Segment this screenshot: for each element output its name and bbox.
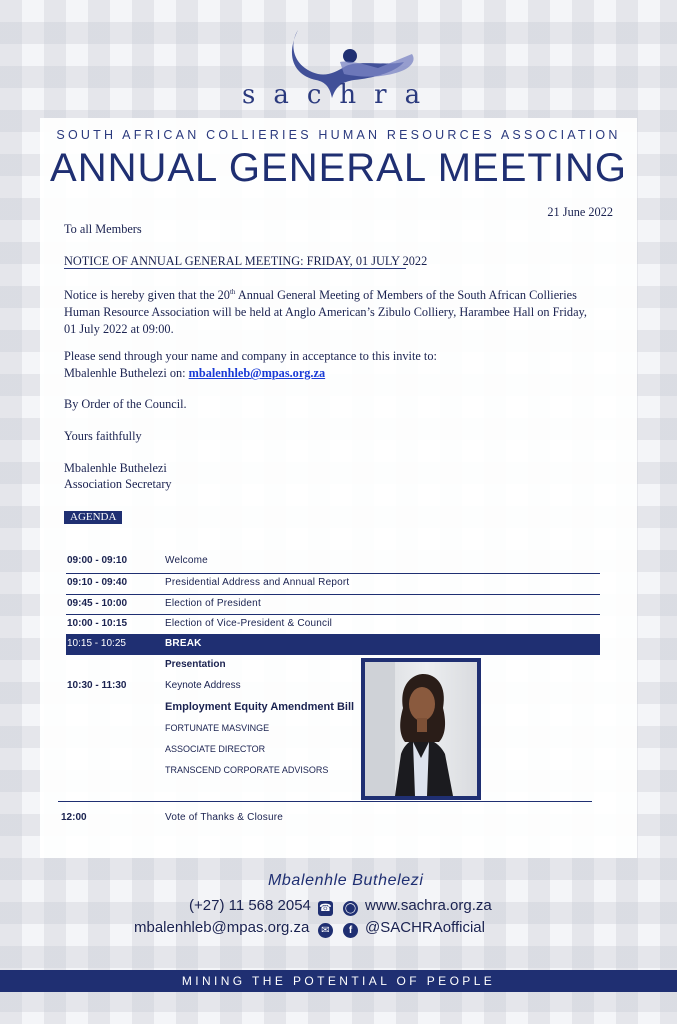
logo-wordmark: sachra [242,80,439,110]
rsvp-email-link[interactable]: mbalenhleb@mpas.org.za [188,366,326,380]
facebook-icon: f [343,923,358,938]
phone-icon: ☎ [319,903,332,914]
presentation-label: Presentation [165,659,226,670]
presentation-type: Keynote Address [165,680,241,691]
agenda-heading: AGENDA [64,511,122,524]
globe-icon: ◯ [344,903,357,914]
speaker-name: FORTUNATE MASVINGE [165,723,270,733]
speaker-silhouette [365,662,477,796]
contact-social[interactable]: @SACHRAofficial [365,919,485,936]
agenda-row: 09:10 - 09:40 Presidential Address and Annual Report [67,577,350,588]
agenda-row: 09:00 - 09:10 Welcome [67,555,208,566]
agenda-row: 12:00 Vote of Thanks & Closure [61,812,284,823]
agenda-row-break: 10:15 - 10:25 BREAK [66,634,600,655]
presentation-topic: Employment Equity Amendment Bill [165,701,355,713]
contact-name: Mbalenhle Buthelezi [268,872,424,889]
contact-email[interactable]: mbalenhleb@mpas.org.za [134,919,310,936]
notice-underline [64,268,406,269]
signatory-title: Association Secretary [64,477,172,491]
letter-date: 21 June 2022 [547,205,613,219]
notice-title: NOTICE OF ANNUAL GENERAL MEETING: FRIDAY, 01 JULY 2022 [64,254,428,268]
presentation-time: 10:30 - 11:30 [67,680,127,691]
order-of-council: By Order of the Council. [64,397,187,411]
speaker-photo [361,658,481,800]
association-name: SOUTH AFRICAN COLLIERIES HUMAN RESOURCES ASSOCIATION [56,128,621,142]
contact-phone[interactable]: (+27) 11 568 2054 [189,897,311,914]
agenda-row: 10:00 - 10:15 Election of Vice-President & Council [67,618,333,629]
signatory-name: Mbalenhle Buthelezi [64,461,167,475]
salutation: To all Members [64,222,142,236]
speaker-company: TRANSCEND CORPORATE ADVISORS [165,765,329,775]
rsvp-paragraph: Please send through your name and company in acceptance to this invite to: Mbalenhle Buthelezi on: mbalenhleb@mpas.org.za [64,349,437,380]
footer-tagline-bar: MINING THE POTENTIAL OF PEOPLE [0,970,677,992]
closing: Yours faithfully [64,429,142,443]
speaker-role: ASSOCIATE DIRECTOR [165,744,266,754]
page-title: ANNUAL GENERAL MEETING [50,146,627,190]
contact-website[interactable]: www.sachra.org.za [365,897,492,914]
mail-icon: ✉ [318,923,333,938]
agenda-row: 09:45 - 10:00 Election of President [67,598,261,609]
notice-paragraph: Notice is hereby given that the 20th Annual General Meeting of Members of the South African Collieries Human Resource Association will be held at Anglo American’s Zibulo Colliery, Harambee Hall on Friday, 01 July 2022 at 09:00. [64,288,587,337]
agenda-divider [58,801,592,802]
